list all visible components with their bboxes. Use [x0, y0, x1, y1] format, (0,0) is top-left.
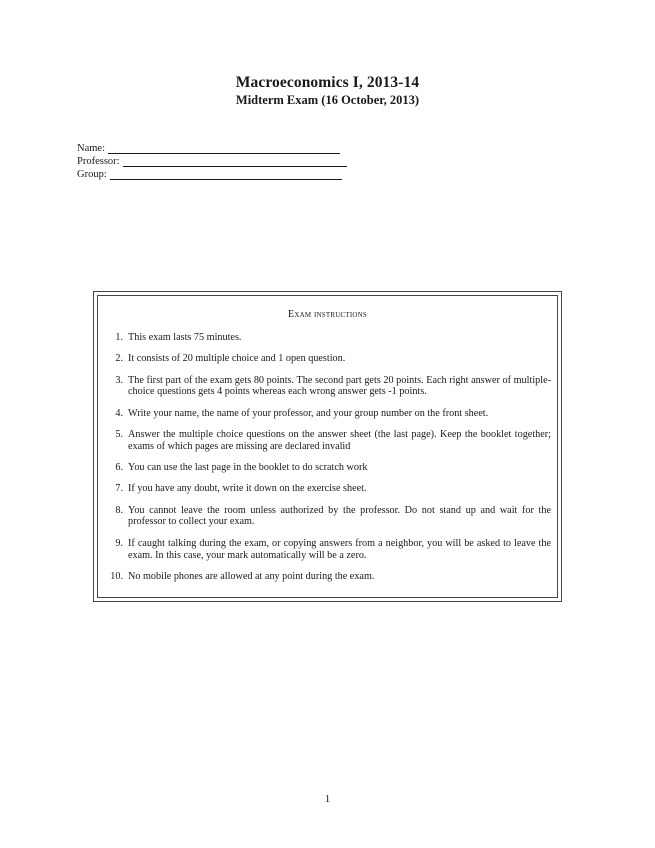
instruction-text: If you have any doubt, write it down on the exercise sheet. [128, 483, 367, 495]
instruction-number: 6. [115, 462, 123, 474]
instructions-inner-frame [97, 295, 558, 598]
instructions-heading: Exam instructions [288, 309, 367, 320]
name-field [77, 141, 340, 154]
instruction-text: You can use the last page in the booklet to do scratch work [128, 462, 368, 474]
group-label: Group: [77, 169, 107, 180]
page-number: 1 [324, 793, 331, 805]
name-blank-line [108, 144, 340, 154]
instruction-number: 4. [115, 407, 123, 419]
instruction-item [98, 332, 557, 344]
exam-subtitle: Midterm Exam (16 October, 2013) [235, 93, 420, 107]
instruction-text: The first part of the exam gets 80 points. The second part gets 20 points. Each right answer of multiple-choice questions gets 4 points whereas each wrong answer gets -1 points. [128, 374, 551, 398]
instruction-text: Write your name, the name of your professor, and your group number on the front sheet. [128, 407, 489, 419]
instruction-item [98, 429, 557, 453]
instruction-item [98, 462, 557, 474]
instruction-item [98, 483, 557, 495]
professor-blank-line [123, 157, 347, 167]
instruction-number: 10. [110, 570, 123, 582]
instruction-item [98, 571, 557, 583]
instruction-number: 9. [115, 537, 123, 549]
instruction-number: 8. [115, 504, 123, 516]
instruction-item [98, 375, 557, 399]
instruction-item [98, 505, 557, 529]
instruction-item [98, 538, 557, 562]
instruction-text: It consists of 20 multiple choice and 1 open question. [128, 353, 346, 365]
instruction-number: 5. [115, 428, 123, 440]
group-blank-line [110, 170, 342, 180]
instruction-number: 3. [115, 374, 123, 386]
exam-title: Macroeconomics I, 2013-14 [235, 74, 420, 91]
instruction-text: You cannot leave the room unless authorized by the professor. Do not stand up and wait for the professor to collect your exam. [128, 504, 551, 528]
name-label: Name: [77, 143, 105, 154]
instruction-text: If caught talking during the exam, or copying answers from a neighbor, you will be asked to leave the exam. In this case, your mark automatically will be a zero. [128, 537, 551, 561]
instruction-item [98, 408, 557, 420]
instruction-text: No mobile phones are allowed at any point during the exam. [128, 570, 375, 582]
instructions-list [98, 332, 557, 592]
instruction-number: 2. [115, 353, 123, 365]
instruction-text: This exam lasts 75 minutes. [128, 332, 242, 343]
group-field [77, 167, 342, 180]
instruction-text: Answer the multiple choice questions on the answer sheet (the last page). Keep the booklet together; exams of which pages are missing are declared invalid [128, 428, 551, 452]
instructions-box [93, 291, 562, 602]
professor-label: Professor: [77, 156, 120, 167]
instruction-item [98, 353, 557, 365]
instruction-number: 7. [115, 483, 123, 495]
professor-field [77, 154, 347, 167]
instruction-number: 1. [115, 332, 123, 343]
